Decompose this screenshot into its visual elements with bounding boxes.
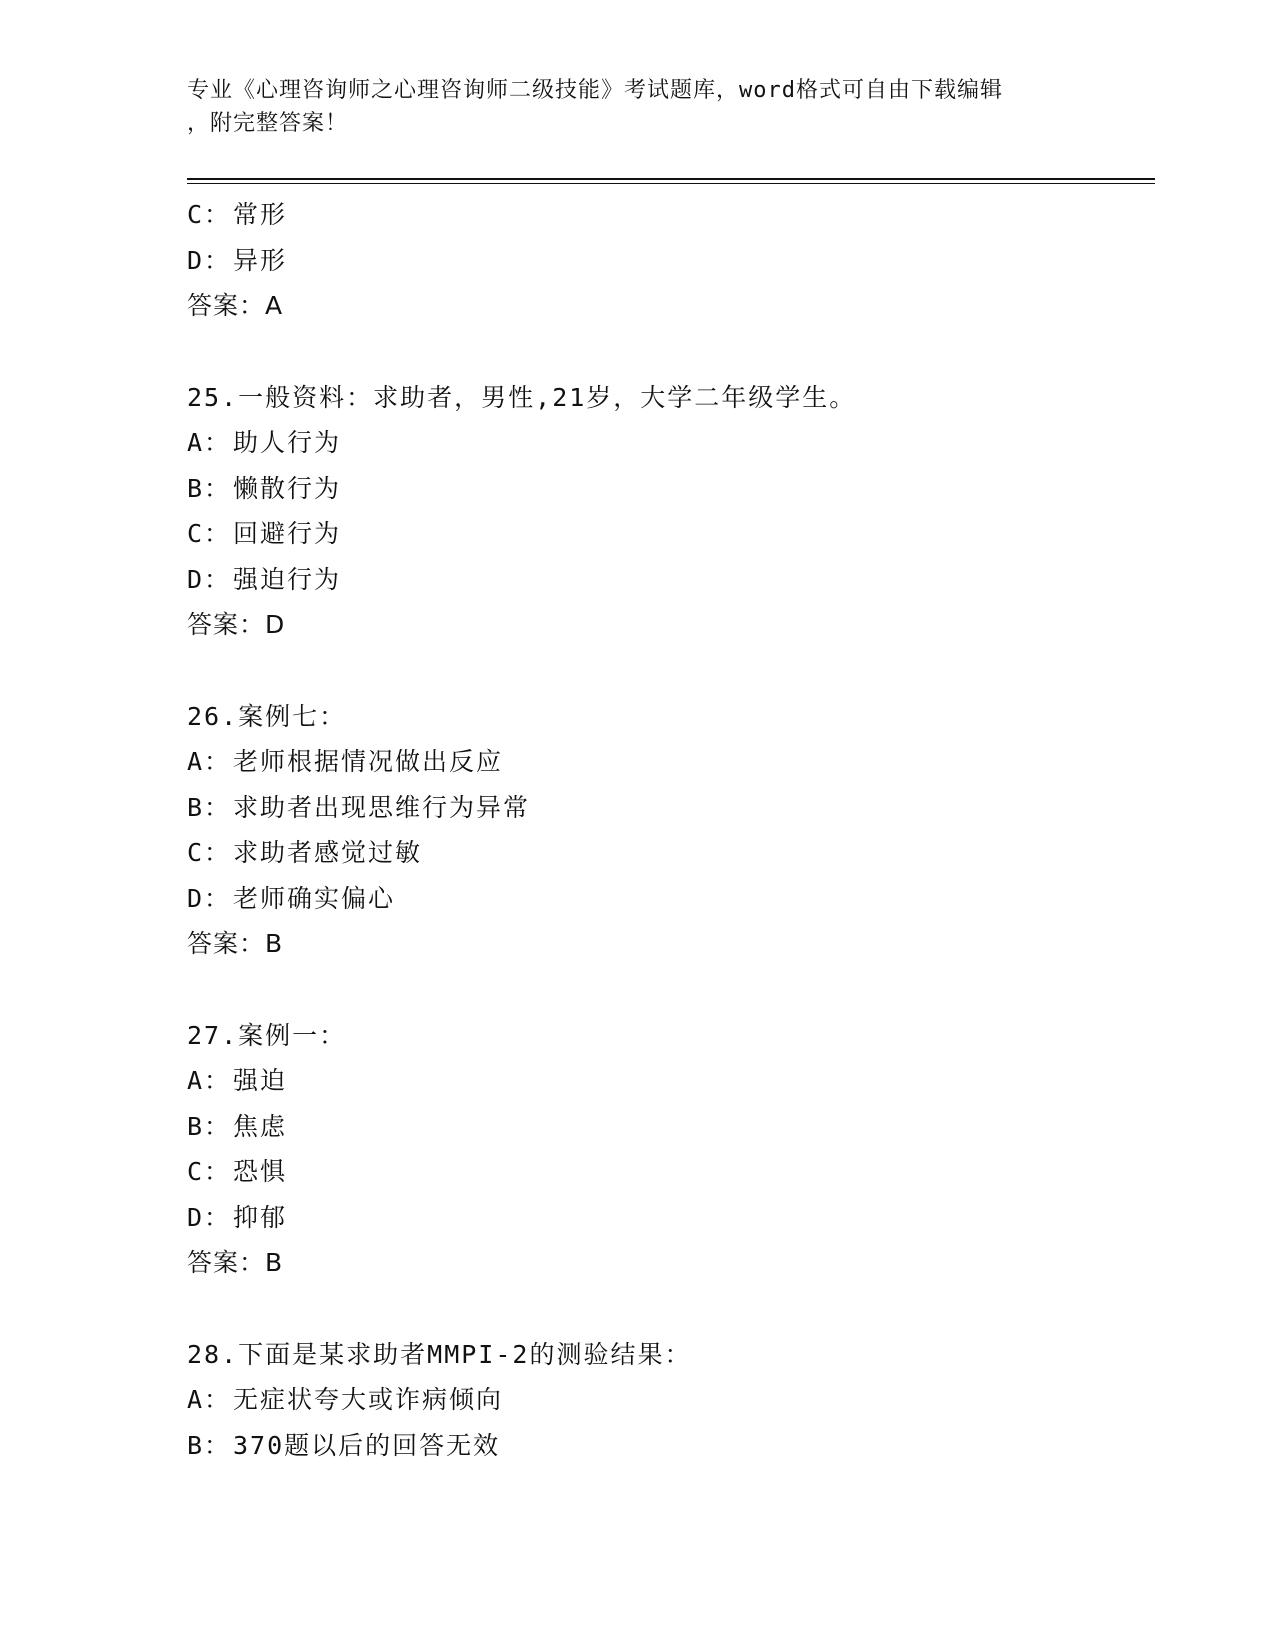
option-line <box>187 420 1147 466</box>
option-label: C： <box>187 1157 232 1186</box>
option-label: A： <box>187 428 232 457</box>
option-text: 老师确实偏心 <box>233 883 396 913</box>
option-text: 常形 <box>233 200 288 229</box>
option-line <box>187 830 1147 876</box>
question-stem: 26.案例七： <box>187 701 347 731</box>
answer-line: 答案：B <box>187 1248 284 1277</box>
question-list <box>187 192 1147 1468</box>
spacer <box>187 1286 1147 1332</box>
option-line <box>187 557 1147 603</box>
option-line <box>187 1104 1147 1150</box>
option-label: B： <box>187 792 232 822</box>
option-line <box>187 466 1147 512</box>
option-label: C： <box>187 200 232 229</box>
option-text: 助人行为 <box>233 428 342 457</box>
option-line <box>187 739 1147 785</box>
option-label: C： <box>187 519 232 548</box>
option-label: C： <box>187 838 232 867</box>
spacer <box>187 648 1147 694</box>
answer-line: 答案：D <box>187 610 286 639</box>
option-text: 回避行为 <box>233 519 342 548</box>
question-stem: 28.下面是某求助者MMPI-2的测验结果： <box>187 1339 692 1369</box>
option-label: B： <box>187 1111 232 1141</box>
option-line <box>187 238 1147 284</box>
option-line <box>187 1423 1147 1469</box>
spacer <box>187 967 1147 1013</box>
option-line <box>187 1377 1147 1423</box>
header-title-line-2: ，附完整答案！ <box>187 111 349 136</box>
option-text: 抑郁 <box>233 1202 288 1232</box>
option-line <box>187 1149 1147 1195</box>
option-label: A： <box>187 1066 232 1095</box>
option-label: D： <box>187 564 232 594</box>
option-label: A： <box>187 1385 232 1414</box>
header-title-line-1: 专业《心理咨询师之心理咨询师二级技能》考试题库，word格式可自由下载编辑 <box>187 78 1003 103</box>
option-line <box>187 511 1147 557</box>
option-label: B： <box>187 1430 232 1460</box>
option-text: 恐惧 <box>233 1157 288 1186</box>
option-text: 无症状夸大或诈病倾向 <box>233 1385 504 1414</box>
option-label: A： <box>187 747 232 776</box>
answer-line: 答案：A <box>187 291 284 320</box>
option-line <box>187 1058 1147 1104</box>
option-text: 老师根据情况做出反应 <box>233 747 504 776</box>
header-divider-thin <box>187 183 1155 184</box>
option-line <box>187 192 1147 238</box>
option-line <box>187 785 1147 831</box>
option-label: D： <box>187 883 232 913</box>
option-text: 370题以后的回答无效 <box>233 1430 501 1460</box>
question-stem: 27.案例一： <box>187 1020 347 1050</box>
option-text: 焦虑 <box>233 1111 288 1141</box>
option-label: D： <box>187 245 232 275</box>
option-line <box>187 1195 1147 1241</box>
option-text: 懒散行为 <box>233 473 342 503</box>
option-line <box>187 876 1147 922</box>
spacer <box>187 329 1147 375</box>
option-text: 异形 <box>233 245 288 275</box>
option-label: B： <box>187 473 232 503</box>
answer-line: 答案：B <box>187 929 284 958</box>
option-text: 强迫 <box>233 1066 288 1095</box>
option-text: 求助者出现思维行为异常 <box>233 792 531 822</box>
option-text: 求助者感觉过敏 <box>233 838 423 867</box>
question-stem: 25.一般资料：求助者，男性,21岁，大学二年级学生。 <box>187 382 857 412</box>
header-divider-thick <box>187 178 1155 180</box>
option-label: D： <box>187 1202 232 1232</box>
option-text: 强迫行为 <box>233 564 342 594</box>
document-header <box>187 74 1087 140</box>
